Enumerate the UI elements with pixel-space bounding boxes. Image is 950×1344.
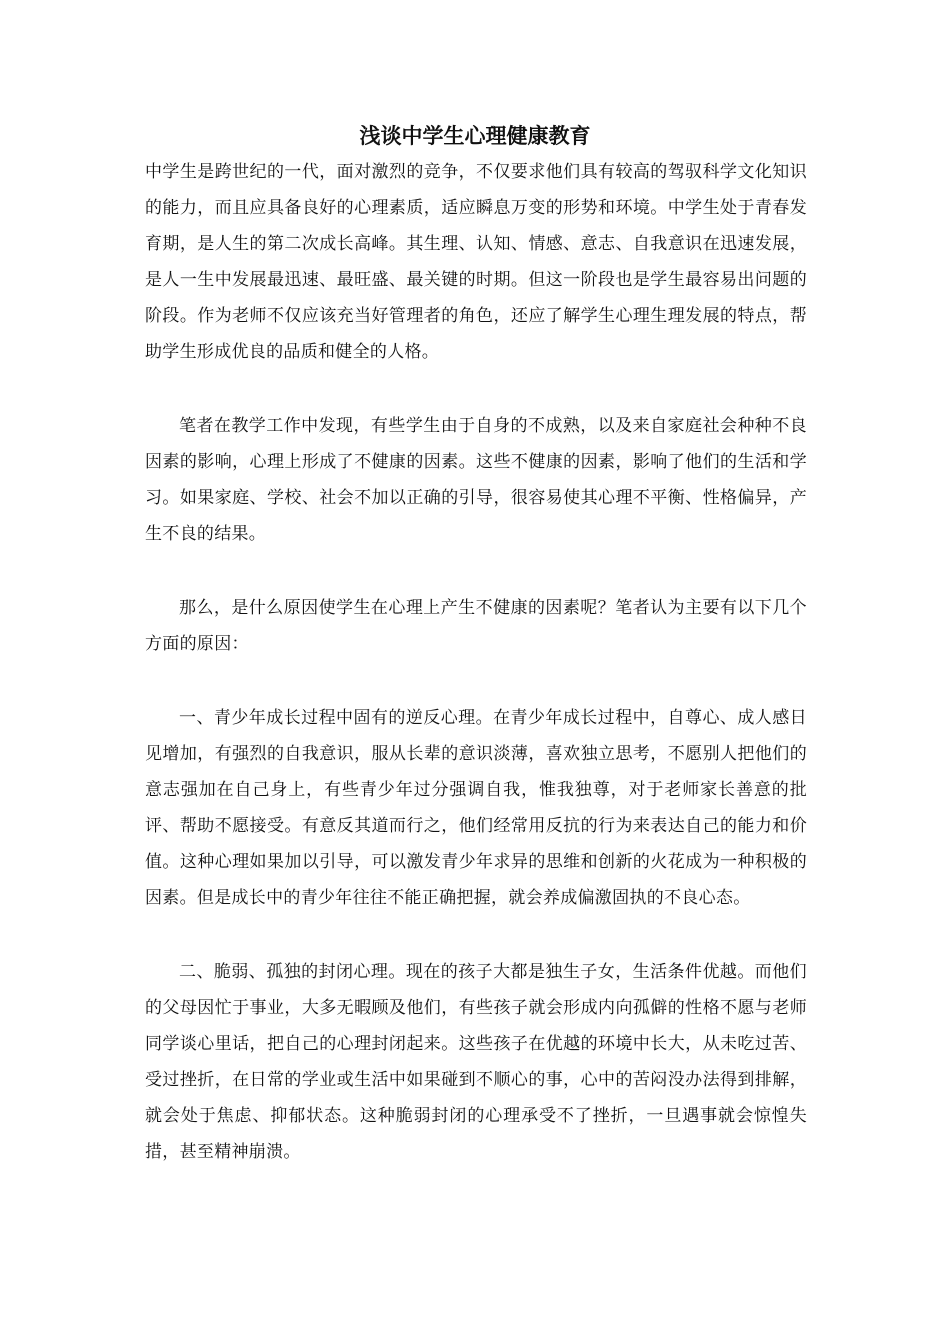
paragraph-reason-two: 二、脆弱、孤独的封闭心理。现在的孩子大都是独生子女，生活条件优越。而他们的父母因忙于事业，大多无暇顾及他们，有些孩子就会形成内向孤僻的性格不愿与老师同学谈心里话，把自己的心理封闭起来。这些孩子在优越的环境中长大，从未吃过苦、受过挫折，在日常的学业或生活中如果碰到不顺心的事，心中的苦闷没办法得到排解，就会处于焦虑、抑郁状态。这种脆弱封闭的心理承受不了挫折，一旦遇事就会惊惶失措，甚至精神崩溃。 bbox=[145, 962, 807, 1162]
paragraph-question: 那么，是什么原因使学生在心理上产生不健康的因素呢？笔者认为主要有以下几个方面的原因： bbox=[145, 598, 807, 654]
document-title: 浅谈中学生心理健康教育 bbox=[359, 123, 591, 148]
document-body bbox=[145, 154, 807, 1208]
paragraph-reason-one: 一、青少年成长过程中固有的逆反心理。在青少年成长过程中，自尊心、成人感日见增加，有强烈的自我意识，服从长辈的意识淡薄，喜欢独立思考，不愿别人把他们的意志强加在自己身上，有些青少年过分强调自我，惟我独尊，对于老师家长善意的批评、帮助不愿接受。有意反其道而行之，他们经常用反抗的行为来表达自己的能力和价值。这种心理如果加以引导，可以激发青少年求异的思维和创新的火花成为一种积极的因素。但是成长中的青少年往往不能正确把握，就会养成偏激固执的不良心态。 bbox=[145, 708, 807, 908]
paragraph-observation: 笔者在教学工作中发现，有些学生由于自身的不成熟，以及来自家庭社会种种不良因素的影响，心理上形成了不健康的因素。这些不健康的因素，影响了他们的生活和学习。如果家庭、学校、社会不加以正确的引导，很容易使其心理不平衡、性格偏异，产生不良的结果。 bbox=[145, 416, 807, 544]
paragraph-intro: 中学生是跨世纪的一代，面对激烈的竞争，不仅要求他们具有较高的驾驭科学文化知识的能力，而且应具备良好的心理素质，适应瞬息万变的形势和环境。中学生处于青春发育期，是人生的第二次成长高峰。其生理、认知、情感、意志、自我意识在迅速发展，是人一生中发展最迅速、最旺盛、最关键的时期。但这一阶段也是学生最容易出问题的阶段。作为老师不仅应该充当好管理者的角色，还应了解学生心理生理发展的特点，帮助学生形成优良的品质和健全的人格。 bbox=[145, 162, 807, 362]
